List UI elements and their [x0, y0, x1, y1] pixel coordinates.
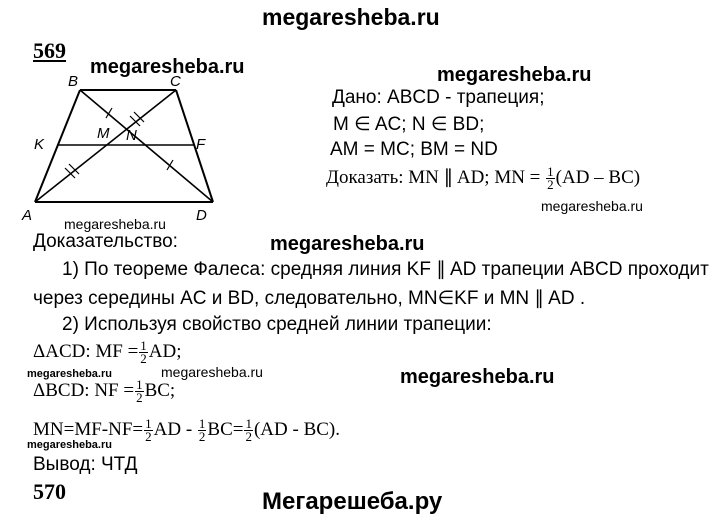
equation-mf: ΔACD: MF = $\frac{1}{2}$ AD; [33, 338, 182, 366]
watermark: megaresheba.ru [27, 439, 112, 451]
label-f: F [196, 136, 206, 153]
watermark: megaresheba.ru [90, 56, 245, 78]
label-n: N [126, 127, 137, 144]
label-c: C [170, 73, 181, 90]
equation-nf: ΔBCD: NF = $\frac{1}{2}$ BC; [33, 377, 176, 405]
watermark: megaresheba.ru [161, 364, 263, 380]
watermark: megaresheba.ru [27, 368, 112, 380]
label-a: A [22, 207, 33, 224]
trapezoid-figure [22, 74, 232, 224]
problem-number: 569 [33, 38, 66, 63]
fraction-half: $\frac{1}{2}$ [145, 416, 152, 444]
fraction-half: $\frac{1}{2}$ [245, 416, 252, 444]
proof-step-1-line-1: 1) По теореме Фалеса: средняя линия KF ∥ AD трапеции ABCD проходит [62, 259, 709, 280]
watermark: megaresheba.ru [400, 366, 555, 388]
to-prove-prefix: Доказать: MN ∥ AD; MN = [326, 167, 541, 188]
to-prove-suffix: (AD – BC) [555, 167, 641, 188]
proof-step-1-line-2: через середины AC и BD, следовательно, MN∈KF и MN ∥ AD . [33, 288, 586, 309]
watermark: megaresheba.ru [541, 198, 643, 214]
side-cd [176, 90, 213, 202]
conclusion: Вывод: ЧТД [33, 454, 138, 475]
equation-mn: MN=MF-NF= $\frac{1}{2}$ AD - $\frac{1}{2}$ BC= $\frac{1}{2}$ (AD - BC). [33, 416, 340, 444]
watermark: megaresheba.ru [64, 216, 166, 232]
given-line-2: M ∈ AC; N ∈ BD; [333, 114, 485, 135]
watermark: megaresheba.ru [270, 233, 425, 255]
label-m: M [97, 125, 110, 142]
given-line-3: AM = MC; BM = ND [330, 139, 498, 160]
fraction-half: $\frac{1}{2}$ [136, 377, 143, 405]
to-prove-line [326, 166, 640, 191]
watermark: megaresheba.ru [437, 64, 592, 86]
fraction-half: $\frac{1}{2}$ [140, 338, 147, 366]
proof-title: Доказательство: [33, 231, 178, 252]
label-k: K [34, 136, 45, 153]
given-line-1: Дано: ABCD - трапеция; [332, 87, 545, 108]
diagonal-bd [80, 90, 213, 202]
next-problem-number: 570 [33, 479, 66, 504]
label-d: D [196, 207, 207, 224]
fraction-half: $\frac{1}{2}$ [547, 164, 554, 193]
fraction-half: $\frac{1}{2}$ [198, 416, 206, 444]
diagonal-ac [35, 90, 176, 202]
header-watermark: megaresheba.ru [262, 4, 440, 30]
proof-step-2: 2) Используя свойство средней линии трапеции: [62, 314, 492, 335]
label-b: B [68, 73, 79, 90]
footer-label: Мегарешеба.ру [262, 488, 443, 515]
